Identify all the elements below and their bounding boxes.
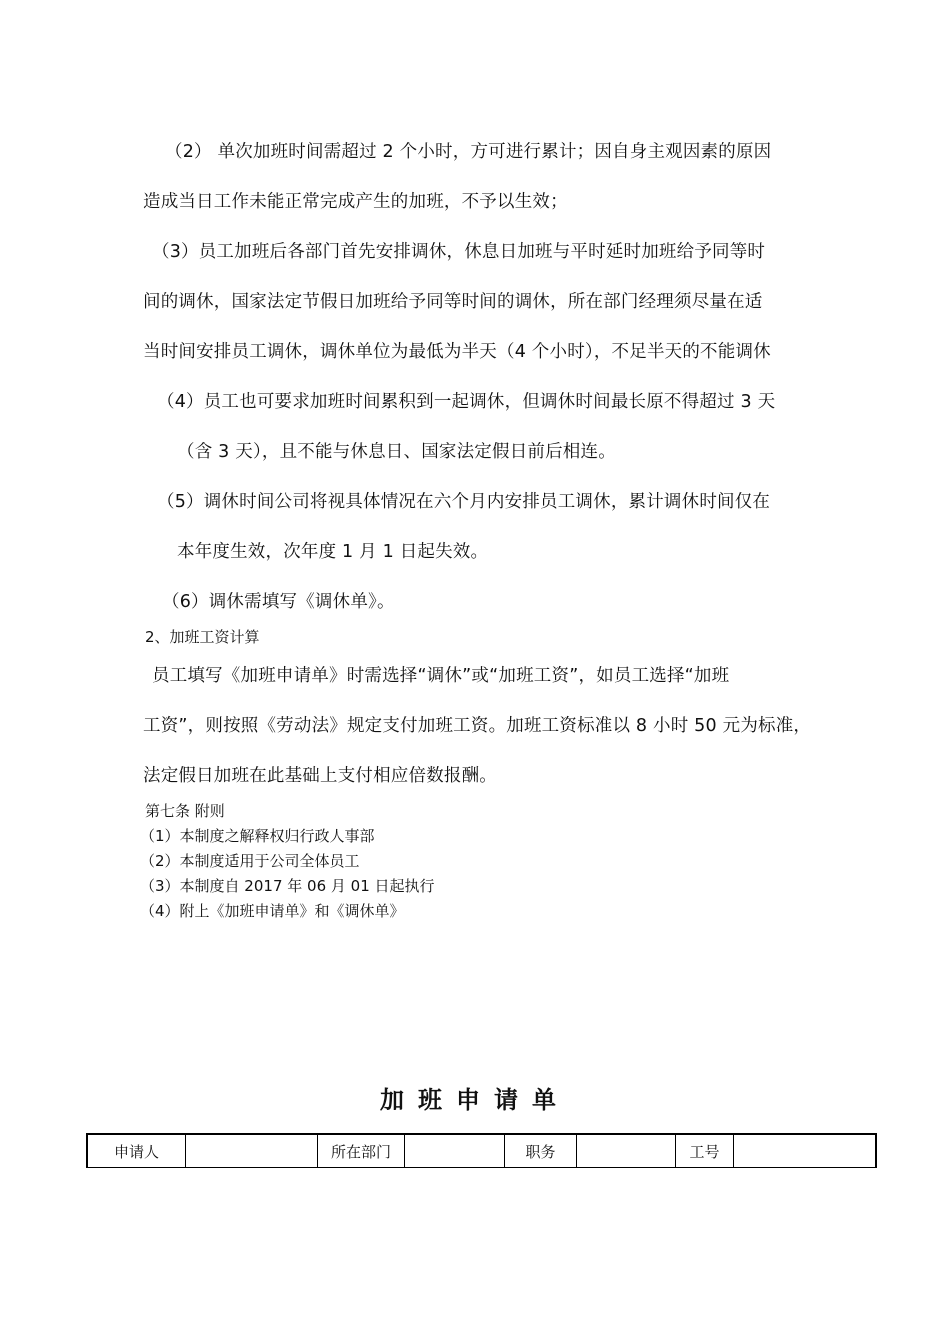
position-field[interactable] xyxy=(577,1135,676,1167)
paragraph-line: 法定假日加班在此基础上支付相应倍数报酬。 xyxy=(143,766,497,786)
paragraph-line: （6）调休需填写《调休单》。 xyxy=(162,592,395,612)
paragraph-line: （3）员工加班后各部门首先安排调休，休息日加班与平时延时加班给予同等时 xyxy=(152,242,766,262)
position-label: 职务 xyxy=(505,1135,577,1167)
department-field[interactable] xyxy=(405,1135,505,1167)
paragraph-line: 工资”，则按照《劳动法》规定支付加班工资。加班工资标准以 8 小时 50 元为标准， xyxy=(143,716,812,736)
list-item: （1）本制度之解释权归行政人事部 xyxy=(140,827,375,845)
paragraph-line: 本年度生效，次年度 1 月 1 日起失效。 xyxy=(177,542,489,562)
article-heading: 第七条 附则 xyxy=(145,802,225,820)
department-label: 所在部门 xyxy=(318,1135,405,1167)
form-title: 加班申请单 xyxy=(380,1085,570,1114)
list-item: （2）本制度适用于公司全体员工 xyxy=(140,852,360,870)
list-item: （4）附上《加班申请单》和《调休单》 xyxy=(140,902,405,920)
applicant-field[interactable] xyxy=(186,1135,318,1167)
paragraph-line: 间的调休，国家法定节假日加班给予同等时间的调休，所在部门经理须尽量在适 xyxy=(143,292,763,312)
list-item: （3）本制度自 2017 年 06 月 01 日起执行 xyxy=(140,877,435,895)
employee-id-label: 工号 xyxy=(676,1135,734,1167)
paragraph-line: （含 3 天），且不能与休息日、国家法定假日前后相连。 xyxy=(177,442,616,462)
paragraph-line: 当时间安排员工调休，调休单位为最低为半天（4 个小时），不足半天的不能调休 xyxy=(143,342,771,362)
paragraph-line: （5）调休时间公司将视具体情况在六个月内安排员工调休，累计调休时间仅在 xyxy=(157,492,771,512)
paragraph-line: （2） 单次加班时间需超过 2 个小时，方可进行累计；因自身主观因素的原因 xyxy=(165,142,772,162)
paragraph-line: （4）员工也可要求加班时间累积到一起调休，但调休时间最长原不得超过 3 天 xyxy=(157,392,776,412)
employee-id-field[interactable] xyxy=(734,1135,875,1167)
paragraph-line: 造成当日工作未能正常完成产生的加班，不予以生效； xyxy=(143,192,568,212)
applicant-label: 申请人 xyxy=(88,1135,186,1167)
section-heading: 2、加班工资计算 xyxy=(145,628,260,646)
form-table xyxy=(86,1133,877,1168)
paragraph-line: 员工填写《加班申请单》时需选择“调休”或“加班工资”，如员工选择“加班 xyxy=(152,666,730,686)
